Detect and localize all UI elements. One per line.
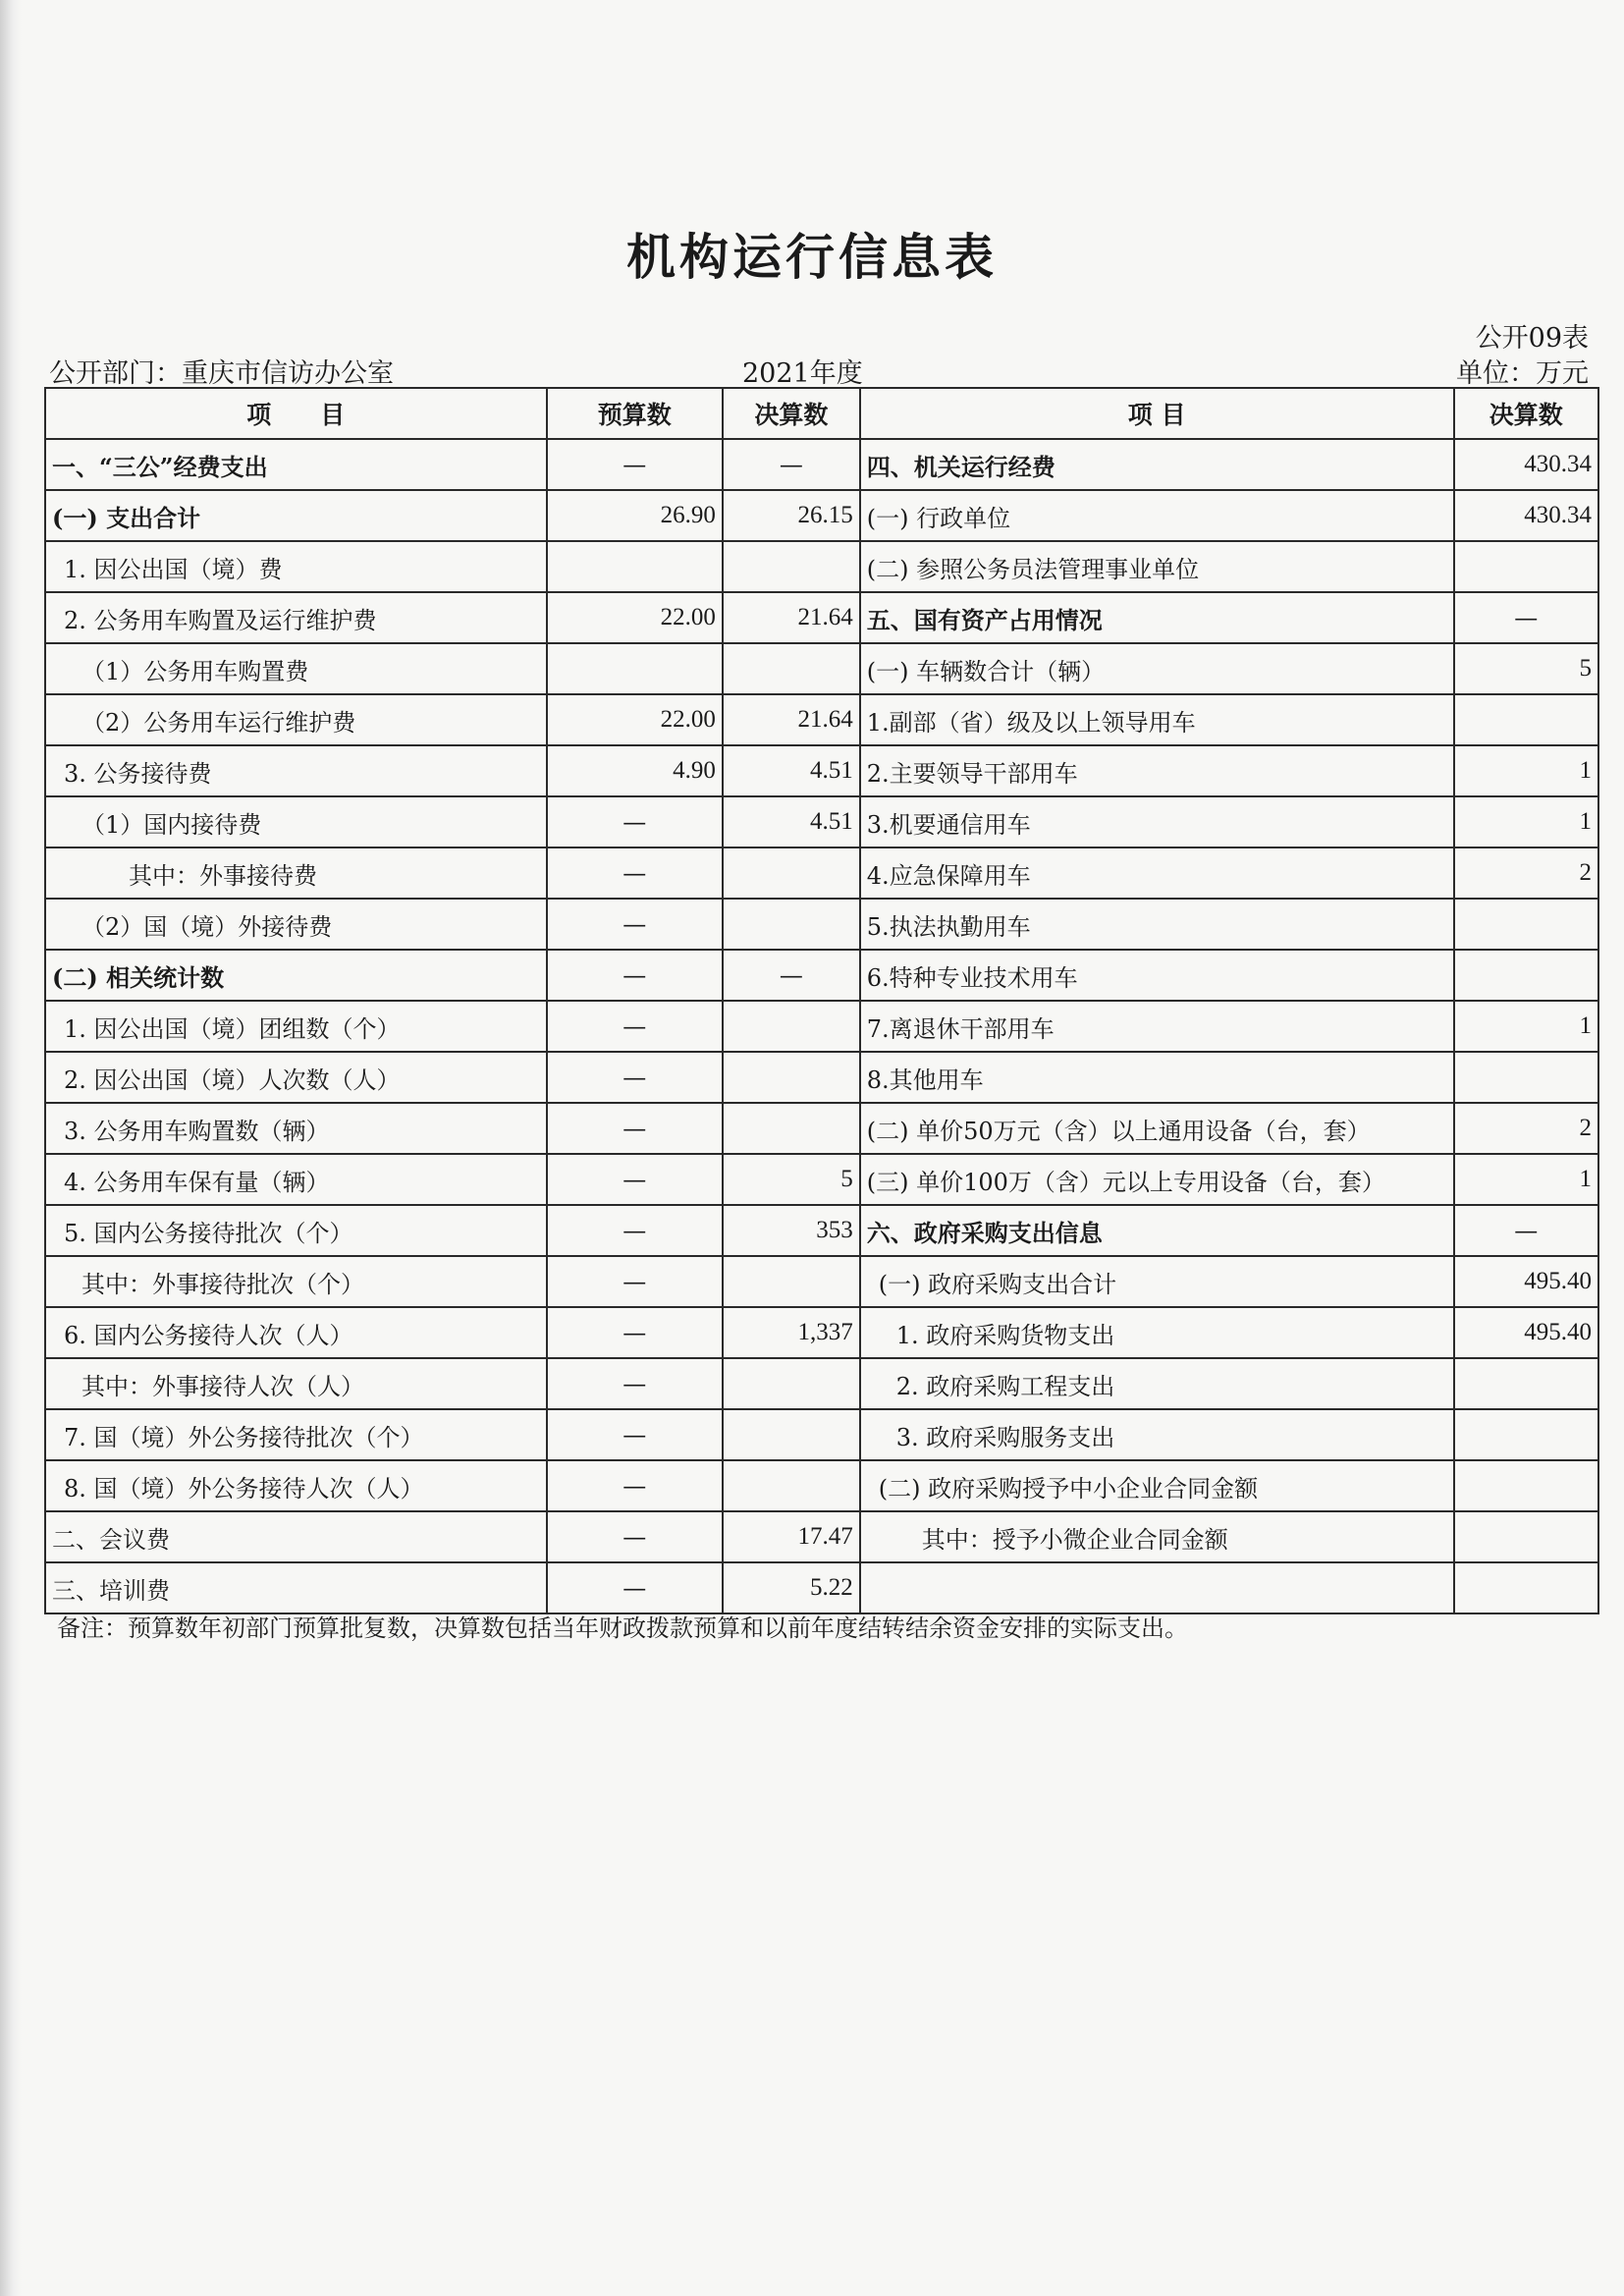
right-item-cell: 3.机要通信用车 [860,796,1454,847]
budget-cell: — [547,1103,723,1154]
final-left-cell: 21.64 [723,592,860,643]
final-right-cell: 430.34 [1454,439,1598,490]
final-right-cell: 2 [1454,847,1598,899]
table-row [45,694,1598,745]
final-right-cell: 495.40 [1454,1307,1598,1358]
page-title: 机构运行信息表 [626,228,998,286]
left-item-cell: 8. 国（境）外公务接待人次（人） [45,1460,547,1511]
unit-label: 单位：万元 [1456,358,1589,389]
final-right-cell: 1 [1454,1001,1598,1052]
right-item-cell: 2. 政府采购工程支出 [860,1358,1454,1409]
left-item-cell: 1. 因公出国（境）费 [45,541,547,592]
final-left-cell: 21.64 [723,694,860,745]
final-right-cell [1454,1052,1598,1103]
right-item-cell: 5.执法执勤用车 [860,899,1454,950]
right-item-cell: 6.特种专业技术用车 [860,950,1454,1001]
final-left-cell [723,1103,860,1154]
budget-cell: — [547,1358,723,1409]
final-right-cell [1454,1511,1598,1562]
meta-line [49,352,1589,387]
final-right-cell: 1 [1454,745,1598,796]
right-item-cell: 7.离退休干部用车 [860,1001,1454,1052]
table-row [45,1562,1598,1613]
table-body [45,439,1598,1613]
table-row [45,490,1598,541]
table-row [45,745,1598,796]
right-item-cell: 1. 政府采购货物支出 [860,1307,1454,1358]
table-row [45,643,1598,694]
table-row [45,796,1598,847]
final-left-cell: 353 [723,1205,860,1256]
left-item-cell: （1）国内接待费 [45,796,547,847]
table-row [45,899,1598,950]
table-row [45,1205,1598,1256]
final-left-cell: 17.47 [723,1511,860,1562]
budget-cell: — [547,1511,723,1562]
right-item-cell: 1.副部（省）级及以上领导用车 [860,694,1454,745]
final-left-cell [723,847,860,899]
budget-cell: — [547,847,723,899]
budget-cell: — [547,1256,723,1307]
left-item-cell: 一、“三公”经费支出 [45,439,547,490]
left-item-cell: 4. 公务用车保有量（辆） [45,1154,547,1205]
budget-cell: 22.00 [547,592,723,643]
table-row [45,1256,1598,1307]
left-item-cell: 2. 公务用车购置及运行维护费 [45,592,547,643]
right-item-cell: 其中：授予小微企业合同金额 [860,1511,1454,1562]
budget-cell: 26.90 [547,490,723,541]
final-right-cell: 2 [1454,1103,1598,1154]
budget-cell: — [547,950,723,1001]
table-row [45,1460,1598,1511]
budget-cell: — [547,1154,723,1205]
table-row [45,1103,1598,1154]
header-item-left: 项 目 [45,388,547,439]
budget-cell: — [547,1001,723,1052]
right-item-cell: 4.应急保障用车 [860,847,1454,899]
final-left-cell: 4.51 [723,796,860,847]
table-header-row [45,388,1598,439]
table-row [45,1358,1598,1409]
right-item-cell: (一) 行政单位 [860,490,1454,541]
left-item-cell: 5. 国内公务接待批次（个） [45,1205,547,1256]
left-item-cell: （2）国（境）外接待费 [45,899,547,950]
left-item-cell: 三、培训费 [45,1562,547,1613]
right-item-cell: (二) 参照公务员法管理事业单位 [860,541,1454,592]
right-item-cell: 六、政府采购支出信息 [860,1205,1454,1256]
right-item-cell [860,1562,1454,1613]
final-right-cell [1454,694,1598,745]
table-row [45,1001,1598,1052]
left-item-cell: 二、会议费 [45,1511,547,1562]
right-item-cell: (二) 单价50万元（含）以上通用设备（台，套） [860,1103,1454,1154]
final-right-cell: 1 [1454,1154,1598,1205]
final-left-cell [723,1358,860,1409]
table-row [45,1511,1598,1562]
final-left-cell: — [723,439,860,490]
budget-cell [547,643,723,694]
header-budget: 预算数 [547,388,723,439]
final-right-cell: — [1454,1205,1598,1256]
year-label: 2021年度 [742,358,863,389]
table-row [45,950,1598,1001]
budget-cell: — [547,899,723,950]
left-item-cell: 其中：外事接待人次（人） [45,1358,547,1409]
left-item-cell: 7. 国（境）外公务接待批次（个） [45,1409,547,1460]
budget-cell: — [547,1460,723,1511]
table-row [45,439,1598,490]
department-label: 公开部门：重庆市信访办公室 [49,358,394,389]
final-right-cell [1454,1562,1598,1613]
budget-cell: — [547,1052,723,1103]
left-item-cell: 2. 因公出国（境）人次数（人） [45,1052,547,1103]
left-item-cell: 其中：外事接待批次（个） [45,1256,547,1307]
table-row [45,1052,1598,1103]
right-item-cell: 四、机关运行经费 [860,439,1454,490]
info-table [44,387,1599,1614]
final-right-cell [1454,1409,1598,1460]
final-right-cell: 495.40 [1454,1256,1598,1307]
final-right-cell: 1 [1454,796,1598,847]
final-left-cell [723,1001,860,1052]
left-item-cell: 3. 公务接待费 [45,745,547,796]
footnote: 备注：预算数年初部门预算批复数，决算数包括当年财政拨款预算和以前年度结转结余资金安排的实际支出。 [57,1614,1188,1642]
budget-cell: — [547,1409,723,1460]
table-row [45,592,1598,643]
right-item-cell: (一) 政府采购支出合计 [860,1256,1454,1307]
right-item-cell: 3. 政府采购服务支出 [860,1409,1454,1460]
budget-cell: 4.90 [547,745,723,796]
final-right-cell [1454,899,1598,950]
scan-edge [0,0,22,2296]
form-code: 公开09表 [1475,323,1589,354]
final-left-cell: 26.15 [723,490,860,541]
final-right-cell: 5 [1454,643,1598,694]
budget-cell [547,541,723,592]
final-left-cell [723,899,860,950]
budget-cell: 22.00 [547,694,723,745]
right-item-cell: 2.主要领导干部用车 [860,745,1454,796]
budget-cell: — [547,1562,723,1613]
final-left-cell: 4.51 [723,745,860,796]
final-left-cell [723,1052,860,1103]
final-left-cell [723,643,860,694]
right-item-cell: (三) 单价100万（含）元以上专用设备（台，套） [860,1154,1454,1205]
budget-cell: — [547,1307,723,1358]
final-left-cell: 5 [723,1154,860,1205]
right-item-cell: 五、国有资产占用情况 [860,592,1454,643]
left-item-cell: 6. 国内公务接待人次（人） [45,1307,547,1358]
final-right-cell [1454,541,1598,592]
budget-cell: — [547,1205,723,1256]
final-left-cell: 1,337 [723,1307,860,1358]
final-right-cell: 430.34 [1454,490,1598,541]
left-item-cell: （1）公务用车购置费 [45,643,547,694]
final-right-cell [1454,950,1598,1001]
final-left-cell [723,1409,860,1460]
final-left-cell: — [723,950,860,1001]
final-right-cell [1454,1358,1598,1409]
table-row [45,847,1598,899]
header-item-right: 项 目 [860,388,1454,439]
header-final-left: 决算数 [723,388,860,439]
table-row [45,1409,1598,1460]
left-item-cell: 1. 因公出国（境）团组数（个） [45,1001,547,1052]
right-item-cell: (一) 车辆数合计（辆） [860,643,1454,694]
table-row [45,1154,1598,1205]
left-item-cell: 其中：外事接待费 [45,847,547,899]
final-right-cell: — [1454,592,1598,643]
budget-cell: — [547,796,723,847]
final-right-cell [1454,1460,1598,1511]
left-item-cell: (二) 相关统计数 [45,950,547,1001]
left-item-cell: 3. 公务用车购置数（辆） [45,1103,547,1154]
table-row [45,1307,1598,1358]
right-item-cell: (二) 政府采购授予中小企业合同金额 [860,1460,1454,1511]
table-row [45,541,1598,592]
final-left-cell: 5.22 [723,1562,860,1613]
budget-cell: — [547,439,723,490]
header-final-right: 决算数 [1454,388,1598,439]
left-item-cell: (一) 支出合计 [45,490,547,541]
left-item-cell: （2）公务用车运行维护费 [45,694,547,745]
right-item-cell: 8.其他用车 [860,1052,1454,1103]
final-left-cell [723,541,860,592]
final-left-cell [723,1256,860,1307]
final-left-cell [723,1460,860,1511]
